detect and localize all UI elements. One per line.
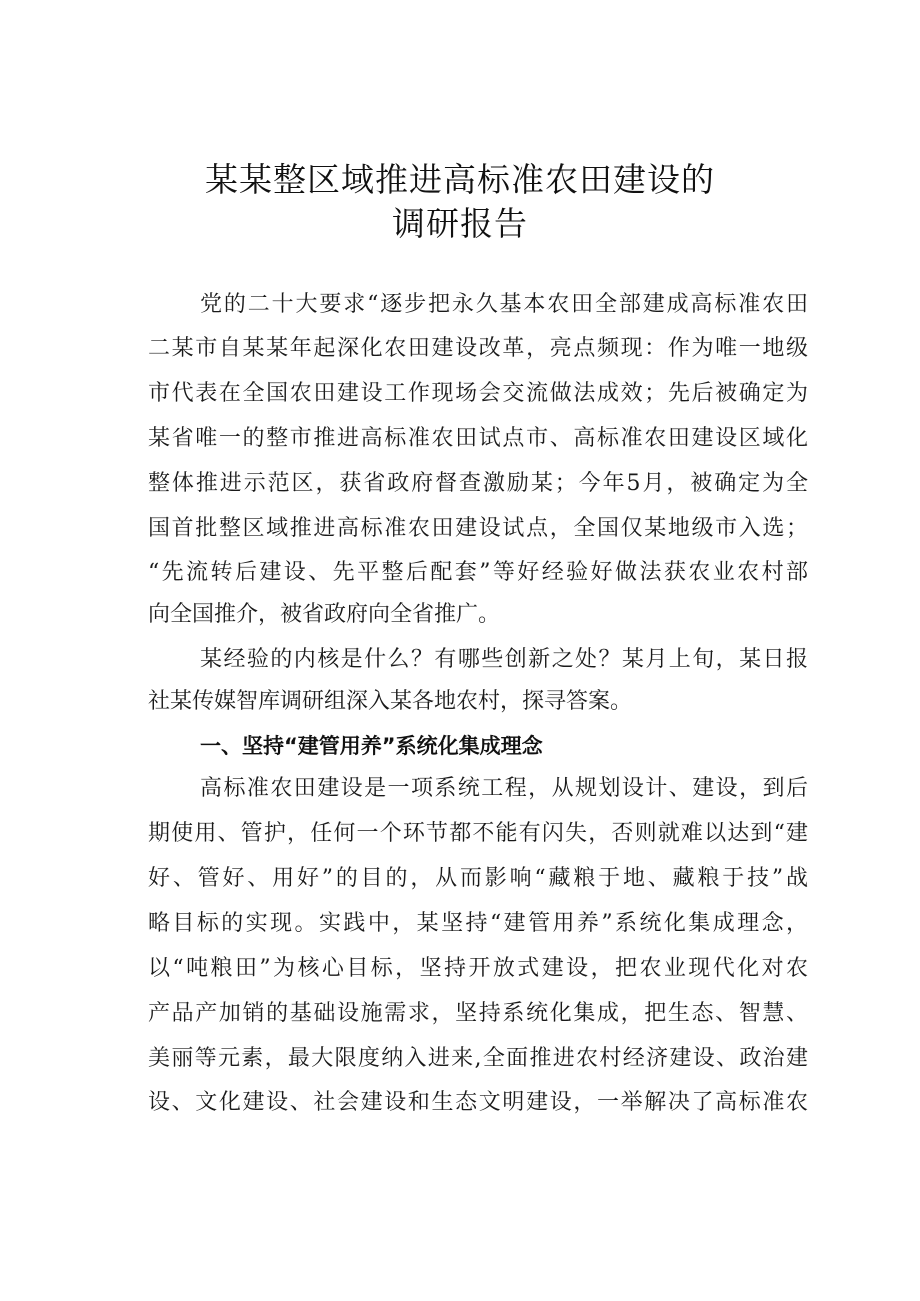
paragraph-1-line-4: 某省唯一的整市推进高标准农田试点市、高标准农田建设区域化 — [148, 426, 808, 451]
section-1-line-3: 好、管好、用好”的目的，从而影响“藏粮于地、藏粮于技”战 — [148, 866, 808, 891]
paragraph-1-line-3: 市代表在全国农田建设工作现场会交流做法成效；先后被确定为 — [148, 381, 808, 406]
paragraph-1-line-2: 二某市自某某年起深化农田建设改革，亮点频现：作为唯一地级 — [148, 336, 808, 361]
section-1-line-5: 以“吨粮田”为核心目标，坚持开放式建设，把农业现代化对农 — [148, 956, 808, 981]
document-title-line-1: 某某整区域推进高标准农田建设的 — [205, 160, 715, 199]
document-title-line-2: 调研报告 — [392, 204, 528, 243]
paragraph-1-line-1: 党的二十大要求“逐步把永久基本农田全部建成高标准农田 — [200, 292, 808, 317]
section-1-line-8: 设、文化建设、社会建设和生态文明建设，一举解决了高标准农 — [148, 1090, 808, 1115]
section-1-heading: 一、坚持“建管用养”系统化集成理念 — [200, 734, 543, 758]
paragraph-1-line-7: “先流转后建设、先平整后配套”等好经验好做法获农业农村部 — [148, 560, 808, 585]
section-1-line-4: 略目标的实现。实践中，某坚持“建管用养”系统化集成理念， — [148, 911, 808, 936]
paragraph-1-line-6: 国首批整区域推进高标准农田建设试点，全国仅某地级市入选； — [148, 516, 808, 541]
paragraph-2-line-1: 某经验的内核是什么？有哪些创新之处？某月上旬，某日报 — [200, 647, 808, 672]
section-1-line-1: 高标准农田建设是一项系统工程，从规划设计、建设，到后 — [200, 776, 808, 801]
section-1-line-6: 产品产加销的基础设施需求，坚持系统化集成，把生态、智慧、 — [148, 1001, 808, 1026]
section-1-line-7: 美丽等元素，最大限度纳入进来,全面推进农村经济建设、政治建 — [148, 1046, 808, 1071]
section-1-line-2: 期使用、管护，任何一个环节都不能有闪失，否则就难以达到“建 — [148, 821, 808, 846]
paragraph-2-line-2: 社某传媒智库调研组深入某各地农村，探寻答案。 — [148, 689, 633, 714]
paragraph-1-line-8: 向全国推介，被省政府向全省推广。 — [148, 602, 501, 627]
paragraph-1-line-5: 整体推进示范区，获省政府督查激励某；今年5月，被确定为全 — [148, 471, 808, 496]
